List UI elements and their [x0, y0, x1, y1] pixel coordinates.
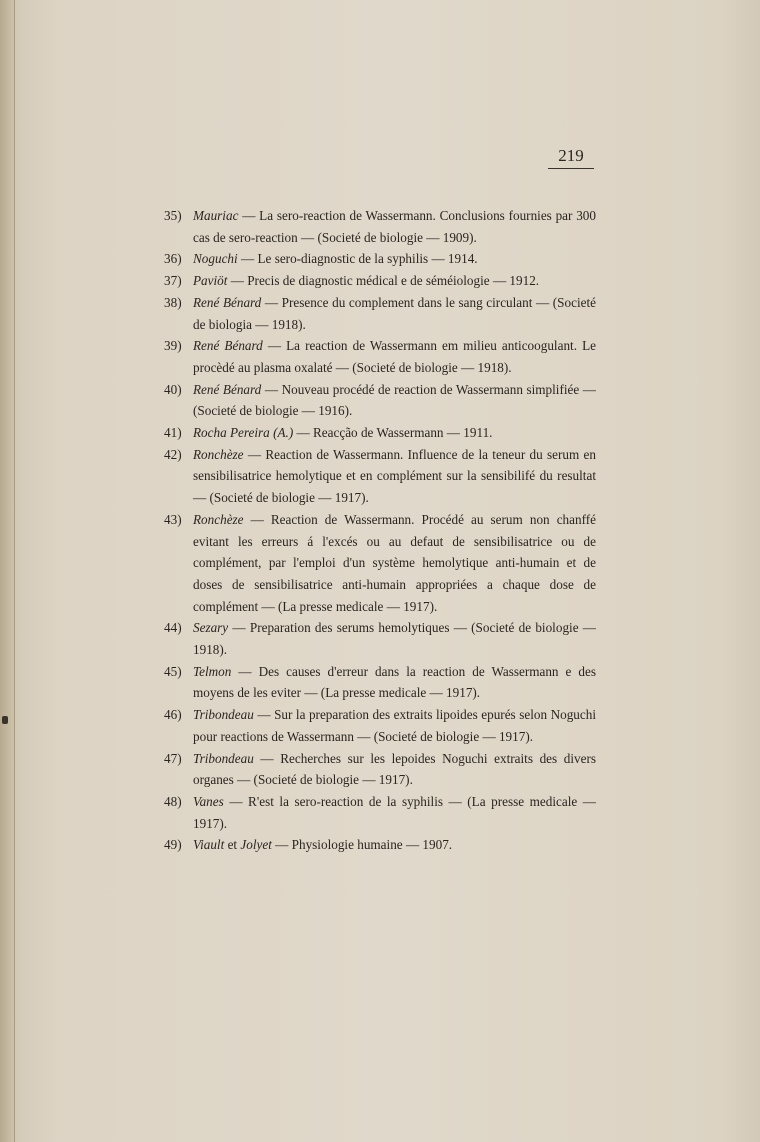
reference-author: Mauriac [193, 208, 239, 223]
reference-text: — Le sero-diagnostic de la syphilis — 1914. [237, 251, 478, 267]
reference-number: 48) [164, 793, 182, 809]
reference-author: Viault [193, 837, 225, 853]
reference-author: René Bénard [193, 338, 263, 354]
reference-entry [164, 509, 596, 618]
reference-text: — Reacção de Wassermann — 1911. [293, 425, 493, 441]
reference-author: Ronchèze [193, 511, 244, 527]
reference-author: Jolyet [240, 837, 272, 853]
reference-author: René Bénard [193, 381, 262, 397]
reference-author: Noguchi [193, 251, 238, 267]
reference-text: — Preparation des serums hemolytiques — (Societé de biologie — 1918). [193, 620, 596, 658]
reference-entry [164, 205, 596, 248]
reference-author: Telmon [193, 663, 232, 679]
reference-number: 49) [164, 837, 182, 853]
reference-list [164, 205, 596, 856]
reference-entry [164, 379, 596, 422]
reference-entry [164, 791, 596, 834]
reference-text: — Recherches sur les lepoides Noguchi extraits des divers organes — (Societé de biologie — 1917). [193, 750, 596, 788]
reference-entry [164, 661, 596, 704]
reference-number: 39) [164, 338, 182, 354]
reference-entry [164, 444, 596, 509]
reference-text: — Reaction de Wassermann. Procédé au serum non chanffé evitant les erreurs á l'excés ou au defaut de sensibilisatrice ou de complément, par l'emploi d'un système hemolytique anti-humain et de doses de sensibilisatrice anti-humain appropriées a chaque dose de complément — (La presse medicale — 1917). [193, 511, 596, 614]
reference-author: Ronchèze [193, 446, 244, 462]
reference-author: René Bénard [193, 294, 262, 310]
reference-text: — R'est la sero-reaction de la syphilis — (La presse medicale — 1917). [193, 793, 596, 831]
reference-entry [164, 704, 596, 747]
reference-author: Paviöt [193, 273, 228, 289]
reference-entry [164, 617, 596, 660]
reference-number: 35) [164, 208, 182, 223]
reference-number: 41) [164, 425, 182, 441]
reference-text: — Nouveau procédé de reaction de Wassermann simplifiée — (Societé de biologie — 1916). [193, 381, 596, 419]
reference-number: 40) [164, 381, 182, 397]
reference-author: Rocha Pereira (A.) [193, 425, 294, 441]
reference-author: Tribondeau [193, 707, 254, 723]
reference-number: 42) [164, 446, 182, 462]
reference-author: Vanes [193, 793, 224, 809]
reference-number: 38) [164, 294, 182, 310]
reference-entry [164, 292, 596, 335]
reference-number: 37) [164, 273, 182, 289]
reference-entry [164, 748, 596, 791]
reference-number: 47) [164, 750, 182, 766]
reference-number: 43) [164, 511, 182, 527]
reference-number: 46) [164, 707, 182, 723]
reference-number: 45) [164, 663, 182, 679]
reference-author: Tribondeau [193, 750, 254, 766]
reference-entry [164, 335, 596, 378]
reference-entry [164, 270, 596, 292]
reference-text: — La sero-reaction de Wassermann. Conclusions fournies par 300 cas de sero-reaction — (Societé de biologie — 1909). [193, 208, 596, 245]
reference-number: 36) [164, 251, 182, 267]
page-binding-edge [0, 0, 15, 1142]
page-number: 219 [548, 146, 594, 169]
reference-text: — Precis de diagnostic médical e de séméiologie — 1912. [227, 273, 540, 289]
reference-text: — Reaction de Wassermann. Influence de la teneur du serum en sensibilisatrice hemolytique et en complément sur la sensibilifé du resultat — (Societé de biologie — 1917). [193, 446, 596, 506]
reference-author: Sezary [193, 620, 229, 636]
reference-connector: et [224, 837, 241, 853]
reference-text: — Des causes d'erreur dans la reaction de Wassermann e des moyens de les eviter — (La presse medicale — 1917). [193, 663, 596, 701]
reference-text: — Presence du complement dans le sang circulant — (Societé de biologia — 1918). [193, 294, 596, 332]
reference-number: 44) [164, 620, 182, 636]
binding-mark [2, 716, 8, 724]
reference-entry [164, 248, 596, 270]
reference-text: — La reaction de Wassermann em milieu anticoogulant. Le procèdé au plasma oxalaté — (Societé de biologie — 1918). [193, 338, 596, 375]
reference-entry [164, 834, 596, 856]
reference-text: — Physiologie humaine — 1907. [271, 837, 453, 853]
reference-entry [164, 422, 596, 444]
reference-text: — Sur la preparation des extraits lipoides epurés selon Noguchi pour reactions de Wassermann — (Societé de biologie — 1917). [193, 707, 596, 744]
